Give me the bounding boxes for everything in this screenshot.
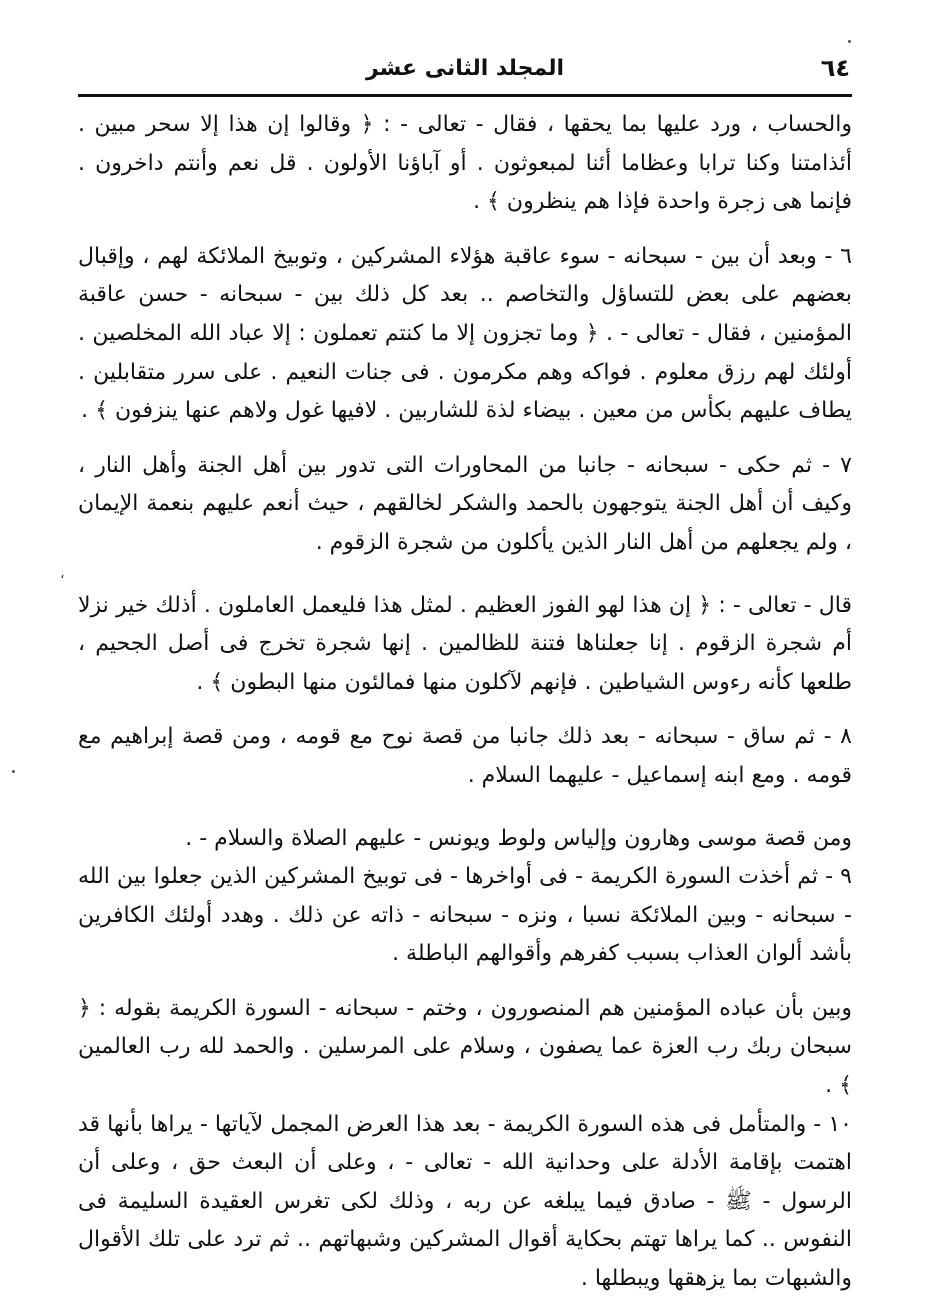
running-title: المجلد الثانى عشر <box>365 56 565 81</box>
paragraph-3: ٧ - ثم حكى - سبحانه - جانبا من المحاورات التى تدور بين أهل الجنة وأهل النار ، وكيف أن أهل الجنة يتوجهون بالحمد والشكر لخالقهم ، حيث أنعم عليهم بنعمة الإيمان ، ولم يجعلهم من أهل النار الذين يأكلون من شجرة الزقوم . <box>78 452 852 555</box>
margin-mark: ، <box>60 566 65 582</box>
page-number: ٦٤ <box>820 54 850 82</box>
header-divider <box>78 94 852 97</box>
scan-speck <box>848 40 851 43</box>
scan-speck <box>12 770 15 773</box>
paragraph-5: ٨ - ثم ساق - سبحانه - بعد ذلك جانبا من قصة نوح مع قومه ، ومن قصة إبراهيم مع قومه . ومع ابنه إسماعيل - عليهما السلام . <box>78 724 852 788</box>
paragraph-7: ٩ - ثم أخذت السورة الكريمة - فى أواخرها - فى توبيخ المشركين الذين جعلوا بين الله - سبحانه - وبين الملائكة نسبا ، ونزه - سبحانه - ذاته عن ذلك . وهدد أولئك الكافرين بأشد ألوان العذاب بسبب كفرهم وأقوالهم الباطلة . <box>78 864 852 967</box>
paragraph-2: ٦ - وبعد أن بين - سبحانه - سوء عاقبة هؤلاء المشركين ، وتوبيخ الملائكة لهم ، وإقبال بعضهم على بعض للتساؤل والتخاصم .. بعد كل ذلك بين - سبحانه - حسن عاقبة المؤمنين ، فقال - تعالى - . ﴿ وما تجزون إلا ما كنتم تعملون : إلا عباد الله المخلصين . أولئك لهم رزق معلوم . فواكه وهم مكرمون . فى جنات النعيم . على سرر متقابلين . يطاف عليهم بكأس من معين . بيضاء لذة للشاربين . لافيها غول ولاهم عنها ينزفون ﴾ . <box>78 243 852 424</box>
paragraph-9: ١٠ - والمتأمل فى هذه السورة الكريمة - بعد هذا العرض المجمل لآياتها - يراها بأنها قد اهتمت بإقامة الأدلة على وحدانية الله - تعالى - ، وعلى أن البعث حق ، وعلى أن الرسول - ﷺ - صادق فيما يبلغه عن ربه ، وذلك لكى تغرس العقيدة السليمة فى النفوس .. كما يراها تهتم بحكاية أقوال المشركين وشبهاتهم .. ثم ترد على تلك الأقوال والشبهات بما يزهقها ويبطلها . <box>78 1111 852 1292</box>
paragraph-8: وبين بأن عباده المؤمنين هم المنصورون ، وختم - سبحانه - السورة الكريمة بقوله : ﴿ سبحان ربك رب العزة عما يصفون ، وسلام على المرسلين . والحمد لله رب العالمين ﴾ . <box>78 995 852 1099</box>
paragraph-4: قال - تعالى - : ﴿ إن هذا لهو الفوز العظيم . لمثل هذا فليعمل العاملون . أذلك خير نزلا أم شجرة الزقوم . إنا جعلناها فتنة للظالمين . إنها شجرة تخرج فى أصل الجحيم ، طلعها كأنه رءوس الشياطين . فإنهم لآكلون منها فمالئون منها البطون ﴾ . <box>78 592 852 695</box>
page-header <box>80 50 850 90</box>
paragraph-1: والحساب ، ورد عليها بما يحقها ، فقال - تعالى - : ﴿ وقالوا إن هذا إلا سحر مبين . أئذامتنا وكنا ترابا وعظاما أئنا لمبعوثون . أو آباؤنا الأولون . قل نعم وأنتم داخرون . فإنما هى زجرة واحدة فإذا هم ينظرون ﴾ . <box>78 112 852 215</box>
paragraph-6: ومن قصة موسى وهارون وإلياس ولوط ويونس - عليهم الصلاة والسلام - . <box>185 825 852 851</box>
body-text <box>78 106 852 1299</box>
